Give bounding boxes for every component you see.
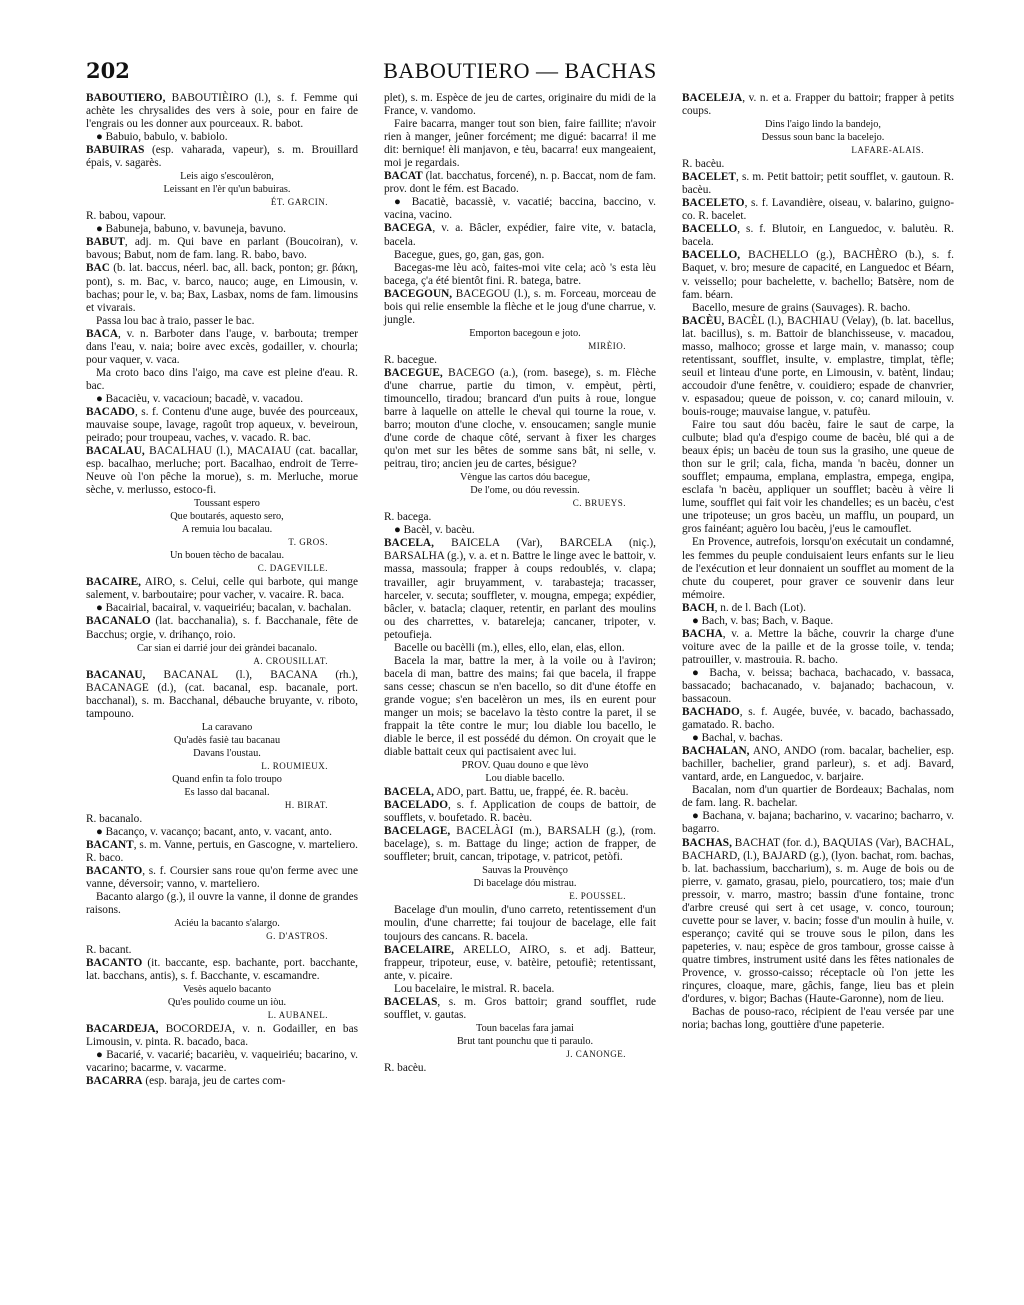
headword: BACHADO <box>682 706 740 719</box>
quoted-verse: Car sian ei darrié jour dei gràndei bacanalo. <box>136 642 318 654</box>
dictionary-entry: BACELETO, s. f. Lavandière, oiseau, v. balarino, guigno-co. R. bacelet. <box>682 197 954 223</box>
entry-paragraph: R. bacèu. <box>682 158 725 171</box>
entry-paragraph: R. bacega. <box>384 511 432 524</box>
dictionary-entry: BAC (b. lat. baccus, néerl. bac, all. back, ponton; gr. βάκη, pont), s. m. Bac, v. barco, nauco; auge, en Limousin, v. bachas; pour le, v. ba; Bax, Lasbax, noms de fam. limousins et vivarais. <box>86 262 358 314</box>
headword: BACHAS, <box>682 836 732 849</box>
headword: BACADO <box>86 405 135 418</box>
headword: BACARDEJA, <box>86 1023 159 1036</box>
quote-author: L. ROUMIEUX. <box>261 760 328 771</box>
dictionary-entry: BACADO, s. f. Contenu d'une auge, buvée des pourceaux, mauvaise soupe, lavage, ragoût trop aqueux, v. beveiroun, peirado; pour troupeau, vaches, v. vacado. R. bac. <box>86 405 358 445</box>
headword: BACELAIRE, <box>384 943 454 956</box>
quoted-verse: Vèngue las cartos dóu bacegue, <box>459 472 591 484</box>
headword: BACELA, <box>384 786 434 799</box>
quoted-verse: Toun bacelas fara jamai <box>476 1022 574 1034</box>
entry-paragraph: ● Bacha, v. beissa; bachaca, bachacado, v. bassaca, bassacado; bachacanado, v. bajanado; bachacoun, v. bassacoun. <box>682 666 954 706</box>
headword: BACEGA <box>384 222 433 235</box>
dictionary-entry: BACELLO, BACHELLO (g.), BACHÈRO (b.), s. f. Baquet, v. bro; mesure de capacité, en Languedoc et Béarn, v. veissello; pour bachelette, v. bachello; Batsère, nom de fam. béarn. <box>682 249 954 301</box>
page-header <box>86 58 954 92</box>
headword: BACEGUE, <box>384 366 443 379</box>
entry-paragraph: R. bacant. <box>86 944 132 957</box>
dictionary-entry: BACHALAN, ANO, ANDO (rom. bacalar, bachelier, esp. bachiller, bachelier, grand parleur), s. et adj. Bavard, vantard, arde, en Languedoc, v. barjaire. <box>682 745 954 784</box>
entry-paragraph: Bacanto alargo (g.), il ouvre la vanne, il donne de grandes raisons. <box>86 891 358 917</box>
dictionary-entry: BACALAU, BACALHAU (l.), MACAIAU (cat. bacallar, esp. bacalhao, merluche; port. Bacalhao, endroit de Terre-Neuve où l'on pêche la morue), s. m. Merluche, morue sèche, v. merlusso, estoco-fi. <box>86 445 358 497</box>
quoted-verse: Leis aigo s'escoulèron, <box>180 171 274 183</box>
entry-paragraph: ● Bacairial, bacairal, v. vaqueiriéu; bacalan, v. bachalan. <box>96 602 352 615</box>
entry-paragraph: Lou bacelaire, le mistral. R. bacela. <box>394 982 555 995</box>
dictionary-entry: BACANAU, BACANAL (l.), BACANA (rh.), BACANAGE (d.), (cat. bacanal, esp. bacanale, port. bacchanal), s. m. Bacchanal, débauche bruyante, v. riboto, tampouno. <box>86 668 358 720</box>
entry-paragraph: ● Bach, v. bas; Bach, v. Baque. <box>692 614 834 627</box>
dictionary-entry: BACHADO, s. f. Augée, buvée, v. bacado, bachassado, gamatado. R. bacho. <box>682 706 954 732</box>
dictionary-entry: BACARDEJA, BOCORDEJA, v. n. Godailler, en bas Limousin, v. pinta. R. bacado, baca. <box>86 1023 358 1049</box>
entry-paragraph: Passa lou bac à traio, passer le bac. <box>96 314 255 327</box>
quote-author: G. D'ASTROS. <box>266 931 328 942</box>
headword: BACÈU, <box>682 314 725 327</box>
entry-paragraph: En Provence, autrefois, lorsqu'on exécutait un condamné, les femmes du peuple conduisaient leurs enfants sur le lieu de l'exécution et leur donnaient un soufflet au moment de la chute du couperet, pour graver ce souvenir dans leur mémoire. <box>682 536 954 601</box>
running-title: BABOUTIERO — BACHAS <box>383 58 657 83</box>
entry-paragraph: R. bacanalo. <box>86 812 143 825</box>
quote-author: J. CANONGE. <box>566 1048 626 1059</box>
dictionary-entry: BACHA, v. a. Mettre la bâche, couvrir la charge d'une voiture avec de la paille et de la grosse toile, v. tenda; patrouiller, v. mastrouia. R. bacho. <box>682 627 954 666</box>
headword: BACANAU, <box>86 668 146 681</box>
dictionary-entry: BACELET, s. m. Petit battoir; petit soufflet, v. gautoun. R. bacèu. <box>682 171 954 197</box>
quoted-verse: De l'ome, ou dóu revessin. <box>470 485 580 497</box>
entry-paragraph: R. bacegue. <box>384 353 438 366</box>
quote-author: ÉT. GARCIN. <box>270 197 328 208</box>
headword: BACELEJA <box>682 92 743 104</box>
headword: BACEGOUN, <box>384 287 453 300</box>
quoted-verse: Leissant en l'èr qu'un babuiras. <box>163 184 291 196</box>
quoted-verse: Emporton bacegoun e joto. <box>469 327 581 339</box>
text-columns <box>86 92 954 1088</box>
quoted-verse: Vesès aquelo bacanto <box>182 984 272 996</box>
quote-author: E. POUSSEL. <box>569 891 626 902</box>
entry-paragraph: Bacello, mesure de grains (Sauvages). R. bacho. <box>692 301 911 314</box>
headword: BACELLO, <box>682 249 741 262</box>
headword: BACHALAN, <box>682 745 750 758</box>
quoted-verse: Sauvas la Prouvènço <box>482 865 568 877</box>
entry-paragraph: Bacelle ou bacèlli (m.), elles, ello, elan, elas, ellon. <box>394 641 625 654</box>
dictionary-entry: BACAT (lat. bacchatus, forcené), n. p. Baccat, nom de fam. prov. dont le fém. est Bacado. <box>384 170 656 196</box>
quoted-verse: Di bacelage dóu mistrau. <box>473 878 577 890</box>
quoted-verse: Que boutarés, aquesto sero, <box>170 511 284 523</box>
quoted-verse: Un bouen tècho de bacalau. <box>169 550 285 562</box>
headword: BAC <box>86 262 110 275</box>
headword: BACHA <box>682 627 723 640</box>
quoted-verse: Davans l'oustau. <box>193 747 261 759</box>
dictionary-entry: BACHAS, BACHAT (for. d.), BAQUIAS (Var), BACHAL, BACHARD, (l.), BAJARD (g.), (lyon. bachat, rom. bachas, b. lat. bachassium, baccharium), s. m. Auge de bois ou de pierre, v. gamato, grasau, pielo, pourcatiero, tos; maie d'un pressoir, v. marro, mastro; bassin d'une fontaine, tronc d'arbre creusé qui sert à cet usage, v. conco, touroun; cuvette pour se laver, v. bacin; fosse d'un moulin à huile, v. esperanço; cavité qui se trouve sous le pilon, dans les papeteries, v. nau; espèce de gros tambour, grosse caisse à quatre timbres, instrument usité dans les fêtes nationales de Provence, v. grosso-caisso; réceptacle où l'on jette les rinçures, cloaque, mare, gâchis, fange, lieu bas et plein d'ordures, v. bigor; Bachas (Haute-Garonne), nom de lieu. <box>682 836 954 1006</box>
entry-paragraph: Bacelage d'un moulin, d'uno carreto, retentissement d'un moulin, d'une charrette; fai toujour de bacelage, elle fait toujours des cancans. R. bacela. <box>384 904 656 943</box>
dictionary-entry: BACELAIRE, ARELLO, AIRO, s. et adj. Batteur, frappeur, tripoteur, euse, v. batèire, petoufiè; retentissant, ante, v. picaire. <box>384 943 656 982</box>
entry-paragraph: ● Bacatiè, bacassiè, v. vacatié; baccina, baccino, v. vacina, vacino. <box>384 196 656 222</box>
headword: BABUT <box>86 236 125 249</box>
entry-paragraph: R. bacèu. <box>384 1061 427 1074</box>
entry-paragraph: Ma croto baco dins l'aigo, ma cave est pleine d'eau. R. bac. <box>86 366 358 392</box>
dictionary-entry: BACELAS, s. m. Gros battoir; grand soufflet, rude soufflet, v. gautas. <box>384 995 656 1021</box>
entry-paragraph: Faire tou saut dóu bacèu, faire le saut de carpe, la culbute; blad qu'a d'espigo coume de bacèu, blé qui a de beaux épis; un bacèu de toun sus la grasiho, une queue de thon sur le gril; cala, ficha, manda 'n bacèu, donner un soufflet; empauma, emplana, emplastra, empega, engipa, esclafa 'n bacèu, appliquer un soufflet; bacèu à vèire li lume, soufflet qui fait voir les chandelles; es un bacèu, c'est une tripoteuse; un gros bacèu, un mafflu, un poupard, un gros fainéant; aguèro lou bacèu, j'eus le camouflet. <box>682 419 954 536</box>
column-1 <box>86 92 358 1088</box>
headword: BACH <box>682 601 715 614</box>
dictionary-entry: BACEGA, v. a. Bâcler, expédier, faire vite, v. batacla, bacela. <box>384 222 656 248</box>
quote-author: LAFARE-ALAIS. <box>851 145 924 156</box>
dictionary-entry: BACANT, s. m. Vanne, pertuis, en Gascogne, v. marteliero. R. baco. <box>86 838 358 864</box>
headword: BACELAGE, <box>384 825 451 838</box>
dictionary-entry: BACA, v. n. Barboter dans l'auge, v. barbouta; tremper dans l'eau, v. naia; boire avec excès, godailler, v. chourla; pour vaquer, v. vaca. <box>86 327 358 366</box>
quoted-verse: Es lasso dal bacanal. <box>184 786 270 798</box>
quoted-verse: Brut tant pounchu que ti paraulo. <box>456 1035 594 1047</box>
column-3 <box>682 92 954 1088</box>
quote-author: C. BRUEYS. <box>572 498 626 509</box>
dictionary-entry: BABUIRAS (esp. vaharada, vapeur), s. m. Brouillard épais, v. sagarès. <box>86 144 358 170</box>
dictionary-entry: BACEGUE, BACEGO (a.), (rom. basege), s. m. Flèche d'une charrue, partie du timon, v. empèut, pèrti, timouncello, tiradou; brancard d'un puits à roue, longue barre à laquelle on attelle le cheval qui tourne la roue, v. barro; mouton d'une cloche, v. ensoucamen; sangle munie d'une corde de chaque côté, servant à fixer les charges qu'on met sur les bêtes de somme sans bât, ni selle, v. peitrau, tiro; ancien jeu de cartes, bésigue? <box>384 366 656 471</box>
quote-author: MIRÈIO. <box>588 340 626 351</box>
dictionary-page <box>86 58 954 1088</box>
dictionary-entry: BACANALO (lat. bacchanalia), s. f. Bacchanale, fête de Bacchus; orgie, v. drihanço, roio. <box>86 615 358 641</box>
headword: BABUIRAS <box>86 144 145 157</box>
dictionary-entry: BACELA, ADO, part. Battu, ue, frappé, ée. R. bacèu. <box>384 786 629 799</box>
dictionary-entry: BACAIRE, AIRO, s. Celui, celle qui barbote, qui mange salement, v. barboutaire; pour vacher, v. vacaire. R. baca. <box>86 576 358 602</box>
entry-paragraph: plet), s. m. Espèce de jeu de cartes, originaire du midi de la France, v. vandomo. <box>384 92 656 118</box>
entry-paragraph: Bacegas-me lèu acò, faites-moi vite cela; acò 's esta lèu bacega, ç'a été bientôt fini. R. batega, batre. <box>384 261 656 287</box>
headword: BACANTO <box>86 957 143 970</box>
headword: BACA <box>86 327 119 340</box>
quoted-verse: PROV. Quau douno e que lèvo <box>461 760 589 772</box>
quoted-verse: A remuia lou bacalau. <box>181 524 273 536</box>
dictionary-entry: BABUT, adj. m. Qui bave en parlant (Boucoiran), v. bavous; Babut, nom de fam. lang. R. babo, bavo. <box>86 236 358 262</box>
quote-author: A. CROUSILLAT. <box>253 655 328 666</box>
dictionary-entry: BACELEJA, v. n. et a. Frapper du battoir; frapper à petits coups. <box>682 92 954 118</box>
quoted-verse: La caravano <box>201 721 253 733</box>
headword: BACELAS <box>384 995 438 1008</box>
dictionary-entry: BACH, n. de l. Bach (Lot). <box>682 601 806 614</box>
entry-paragraph: ● Bacèl, v. bacèu. <box>394 524 475 537</box>
dictionary-entry: BACANTO (it. baccante, esp. bachante, port. bacchante, lat. bacchans, antis), s. f. Bacchante, v. escamandre. <box>86 957 358 983</box>
quoted-verse: Aciéu la bacanto s'alargo. <box>174 918 280 930</box>
entry-paragraph: ● Bachal, v. bachas. <box>692 732 783 745</box>
entry-paragraph: R. babou, vapour. <box>86 210 167 223</box>
headword: BACANALO <box>86 615 151 628</box>
headword: BACAT <box>384 170 423 183</box>
quote-author: H. BIRAT. <box>284 799 328 810</box>
entry-paragraph: Bacalan, nom d'un quartier de Bordeaux; Bachalas, nom de fam. lang. R. bachelar. <box>682 784 954 810</box>
quote-author: T. GROS. <box>288 537 328 548</box>
quoted-verse: Toussant espero <box>194 498 260 510</box>
quoted-verse: Lou diable bacello. <box>485 773 565 785</box>
page-number: 202 <box>86 58 130 83</box>
dictionary-entry: BACELLO, s. f. Blutoir, en Languedoc, v. balutèu. R. bacela. <box>682 223 954 249</box>
dictionary-entry: BACEGOUN, BACEGOU (l.), s. m. Forceau, morceau de bois qui relie ensemble la flèche et le joug d'une charrue, v. jungle. <box>384 287 656 326</box>
quoted-verse: Qu'adès fasiè tau bacanau <box>173 734 281 746</box>
headword: BACELETO <box>682 197 745 210</box>
dictionary-entry: BACÈU, BACÈL (l.), BACHIAU (Velay), (b. lat. bacellus, lat. bacillus), s. m. Battoir de blanchisseuse, v. macadou, masso, malhoco; grosse et large main, v. manasso; coup retentissant, soufflet, insulte, v. emplastre, timplat, tèfle; seuil et linteau d'une porte, en Limousin, v. batènt, lindau; accoudoir d'une fenêtre, v. couidiero; espade de chanvrier, v. espasadou; queue de poisson, v. co; canard milouin, v. bouis-rouge; mauvaise langue, v. patufèu. <box>682 314 954 418</box>
dictionary-entry: BABOUTIERO, BABOUTIÈIRO (l.), s. f. Femme qui achète les chrysalides des vers à soie, pour en faire de l'engrais ou les donner aux pourceaux. R. babot. <box>86 92 358 131</box>
headword: BACELA, <box>384 537 434 550</box>
dictionary-entry: BACELADO, s. f. Application de coups de battoir, de soufflets, v. boufetado. R. bacèu. <box>384 799 656 825</box>
entry-paragraph: Faire bacarra, manger tout son bien, faire faillite; n'avoir rien à manger, jeûner forcément; me digué: bacarra! il me dit: bernique! èli manjavon, e tèu, bacarra! eux mangeaient, moi je regardais. <box>384 118 656 170</box>
headword: BACELADO <box>384 799 449 812</box>
entry-paragraph: ● Bacacièu, v. vacacioun; bacadè, v. vacadou. <box>96 392 304 405</box>
column-2 <box>384 92 656 1088</box>
quoted-verse: Dins l'aigo lindo la bandejo, <box>765 119 881 131</box>
dictionary-entry: BACELA, BAICELA (Var), BARCELA (niç.), BARSALHA (g.), v. a. et n. Battre le linge avec le battoir, v. massa, massoula; frapper à coups redoublés, v. clapa; travailler, agir bruyamment, v. tarabasteja; tracasser, harceler, v. secuta; souffleter, v. mougna, empega; expédier, bâcler, v. batacla; claquer, retentir, en parlant des moulins ou des charrettes, v. batareleja; cancaner, tripoter, v. petoufieja. <box>384 537 656 641</box>
headword: BACAIRE, <box>86 576 141 589</box>
entry-paragraph: ● Babuneja, babuno, v. bavuneja, bavuno. <box>96 223 286 236</box>
headword: BACELLO <box>682 223 738 236</box>
headword: BABOUTIERO, <box>86 92 166 104</box>
entry-paragraph: ● Babuio, babulo, v. babiolo. <box>96 131 228 144</box>
entry-paragraph: ● Bacarié, v. vacarié; bacarièu, v. vaqueiriéu; bacarino, v. vacarino; bacarme, v. vacarme. <box>86 1049 358 1075</box>
entry-paragraph: ● Bacanço, v. vacanço; bacant, anto, v. vacant, anto. <box>96 825 332 838</box>
entry-paragraph: ● Bachana, v. bajana; bacharino, v. vacarino; bacharro, v. bagarro. <box>682 810 954 836</box>
entry-paragraph: Bacegue, gues, go, gan, gas, gon. <box>394 248 545 261</box>
quoted-verse: Dessus soun banc la bacelejo. <box>761 132 885 144</box>
quoted-verse: Quand enfin ta folo troupo <box>172 773 282 785</box>
quoted-verse: Qu'es poulido coume un iòu. <box>167 997 287 1009</box>
dictionary-entry: BACARRA (esp. baraja, jeu de cartes com- <box>86 1075 286 1088</box>
dictionary-entry: BACELAGE, BACELÀGI (m.), BARSALH (g.), (rom. bacelage), s. m. Battage du linge; action de frapper, de souffleter; bruit, cancan, tripotage, v. patricot, petòfi. <box>384 825 656 864</box>
entry-paragraph: Bacela la mar, battre la mer, à la voile ou à l'aviron; bacela di man, battre des mains; fai que bacela, il frappe sans cesse; chascun se n'en bacello, so dit d'une étoffe en grande vogue; s'en bacelèron un mes, ils en eurent pour manger un mois; se bacelavo la tèsto contre la paret, il se frappait la tête contre le mur; lou diable lou bacello, le diable le berce, il est possédé du démon. On croyait que le diable battait ceux qui pactisaient avec lui. <box>384 654 656 759</box>
headword: BACANT <box>86 838 134 851</box>
quote-author: L. AUBANEL. <box>267 1010 328 1021</box>
headword: BACARRA <box>86 1075 143 1088</box>
headword: BACALAU, <box>86 445 145 458</box>
headword: BACANTO <box>86 864 143 877</box>
quote-author: C. DAGEVILLE. <box>257 563 328 574</box>
headword: BACELET <box>682 171 736 184</box>
entry-paragraph: Bachas de pouso-raco, récipient de l'eau versée par une noria; bachas long, gouttière d'une papeterie. <box>682 1006 954 1032</box>
dictionary-entry: BACANTO, s. f. Coursier sans roue qu'on ferme avec une vanne, déversoir; vanno, v. marteliero. <box>86 864 358 890</box>
